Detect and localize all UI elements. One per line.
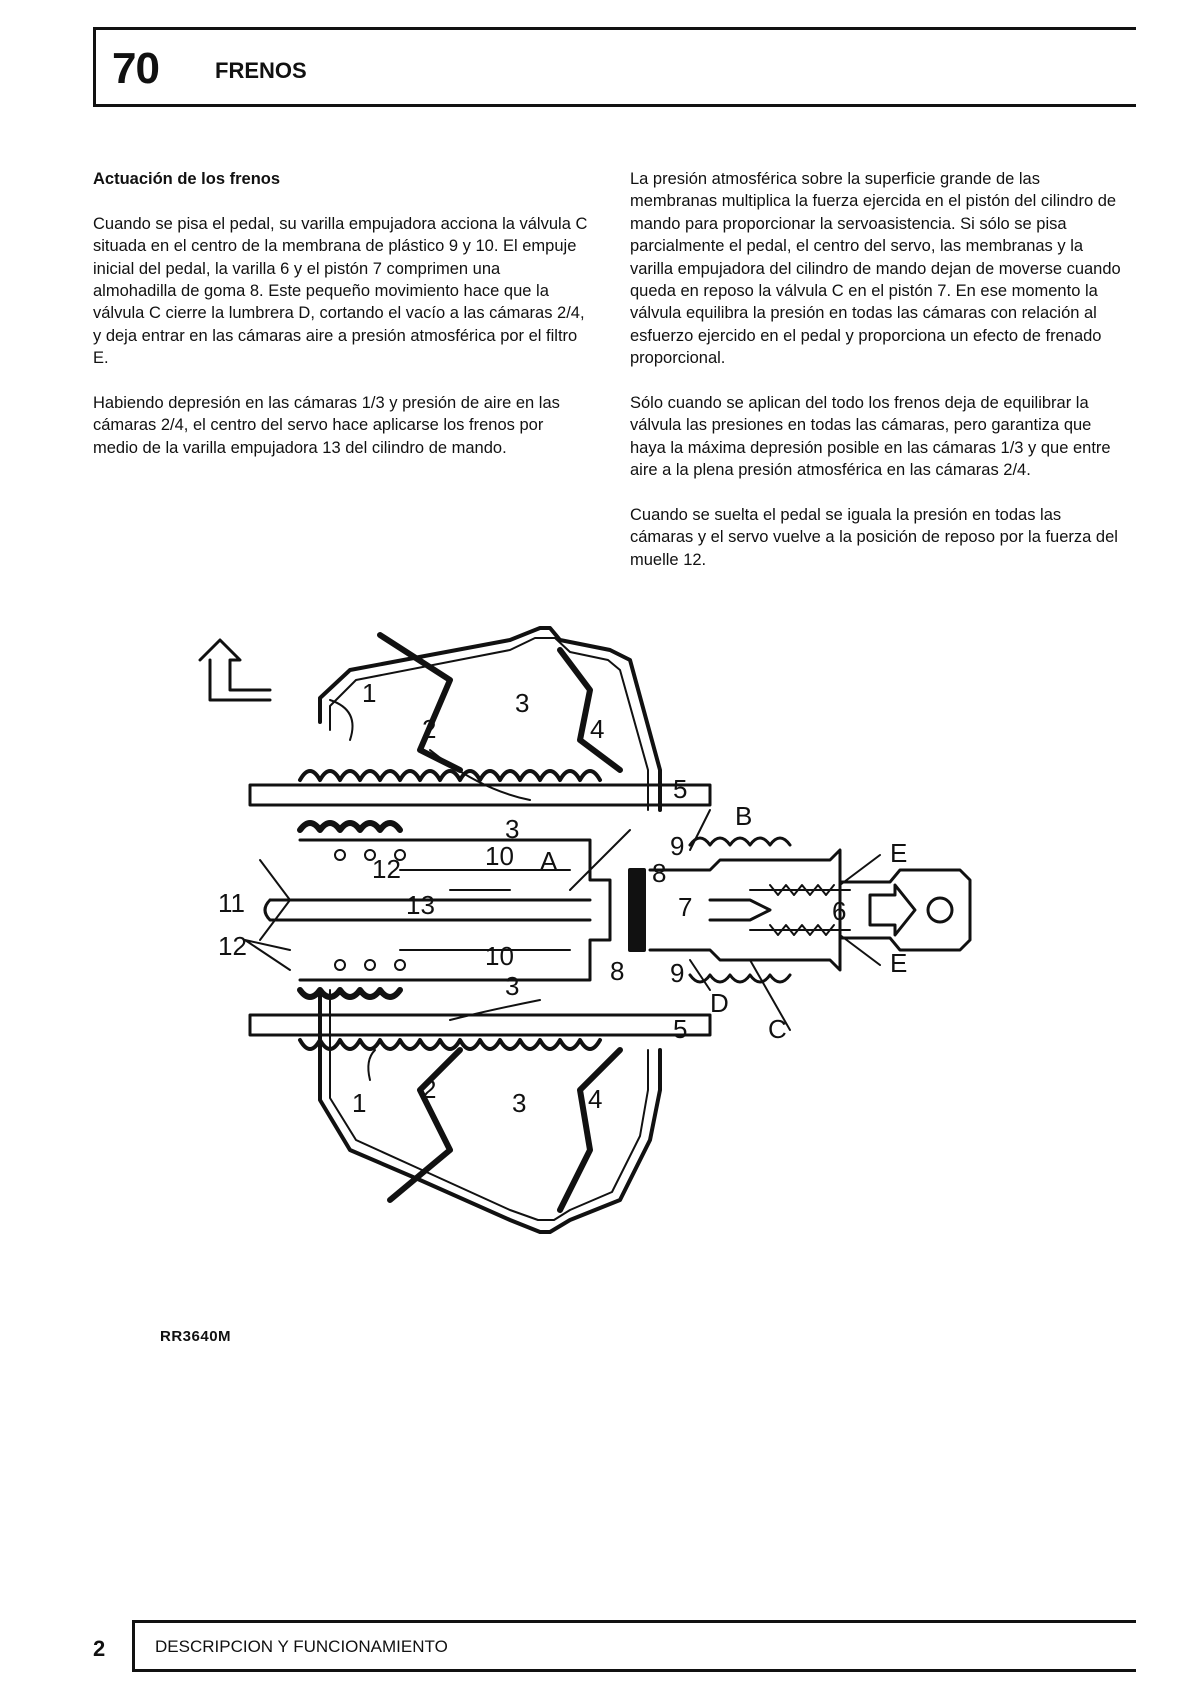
label-10-top: 10 [485,841,514,871]
section-title: FRENOS [215,58,307,83]
label-9-top: 9 [670,831,685,861]
paragraph: Sólo cuando se aplican del todo los frenos deja de equilibrar la válvula las presiones en todas las cámaras, pero garantiza que haya la máxima depresión posible en las cámaras 1/3 y que entre aire a la plena presión atmosférica en las cámaras 2/4. [630,394,1111,480]
page-number: 2 [93,1636,106,1661]
paragraph: Cuando se pisa el pedal, su varilla empujadora acciona la válvula C situada en el centro de la membrana de plástico 9 y 10. El empuje inicial del pedal, la varilla 6 y el pistón 7 comprimen una almohadilla de goma 8. Este pequeño movimiento hace que la válvula C cierre la lumbrera D, cortando el vacío a las cámaras 2/4, y deja entrar en las cámaras aire a presión atmosférica por el filtro E. [93,214,588,368]
label-11: 11 [218,888,245,918]
section-number: 70 [112,44,159,93]
label-5-top: 5 [673,774,688,804]
label-6: 6 [832,896,847,926]
paragraph: Habiendo depresión en las cámaras 1/3 y presión de aire en las cámaras 2/4, el centro del servo hace aplicarse los frenos por medio de la varilla empujadora 13 del cilindro de mando. [93,394,560,457]
label-1-bottom: 1 [352,1088,367,1118]
label-A: A [540,846,558,876]
label-4-bottom: 4 [588,1084,603,1114]
label-E-bottom: E [890,948,908,978]
label-B: B [735,801,753,831]
label-3-top: 3 [515,688,530,718]
label-3-bottom: 3 [512,1088,527,1118]
label-13: 13 [406,890,435,920]
label-12-top: 12 [372,854,401,884]
left-column [93,168,588,482]
right-column [630,168,1125,594]
label-12-left: 12 [218,931,247,961]
section-heading: Actuación de los frenos [93,170,281,188]
label-8-bottom: 8 [610,956,625,986]
paragraph: Cuando se suelta el pedal se iguala la presión en todas las cámaras y el servo vuelve a la posición de reposo por la fuerza del muelle 12. [630,506,1118,569]
label-3-mid-top: 3 [505,814,520,844]
label-8-top: 8 [652,858,667,888]
label-5-bottom: 5 [673,1014,688,1044]
label-4-top: 4 [590,714,605,744]
figure-code: RR3640M [160,1328,232,1345]
brake-servo-diagram [150,620,1050,1340]
label-2-top: 2 [422,714,437,744]
label-10-bottom: 10 [485,941,514,971]
paragraph: La presión atmosférica sobre la superficie grande de las membranas multiplica la fuerza ejercida en el pistón del cilindro de mando para proporcionar la servoasistencia. Si sólo se pisa parcialmente el pedal, el centro del servo, las membranas y la varilla empujadora del cilindro de mando dejan de moverse cuando queda en reposo la válvula C en el pistón 7. En ese momento la válvula equilibra la presión en todas las cámaras con relación al esfuerzo ejercido en el pedal y proporciona un efecto de frenado proporcional. [630,170,1121,368]
shell-outline-top [320,628,660,810]
label-3-mid-bottom: 3 [505,971,520,1001]
label-1-top: 1 [362,678,377,708]
label-E-top: E [890,838,908,868]
label-D: D [710,988,729,1018]
label-2-bottom: 2 [422,1074,437,1104]
label-9-bottom: 9 [670,958,685,988]
label-7: 7 [678,892,693,922]
label-C: C [768,1014,787,1044]
chapter-title: DESCRIPCION Y FUNCIONAMIENTO [155,1637,448,1656]
